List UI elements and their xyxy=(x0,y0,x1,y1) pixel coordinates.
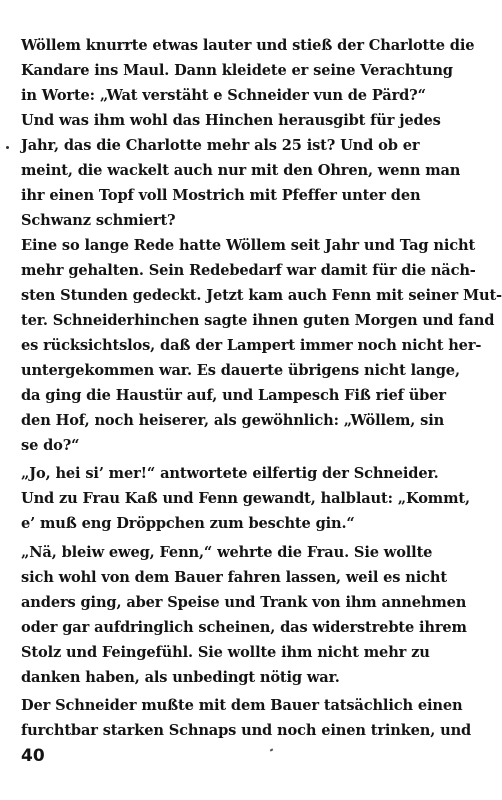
text-line: anders ging, aber Speise und Trank von ihm annehmen xyxy=(21,594,467,611)
text-line: Jahr, das die Charlotte mehr als 25 ist? Und ob er xyxy=(21,137,420,154)
text-line: „Nä, bleiw eweg, Fenn,“ wehrte die Frau. Sie wollte xyxy=(21,544,433,561)
text-line: Und zu Frau Kaß und Fenn gewandt, halblaut: „Kommt, xyxy=(21,490,470,507)
text-line: Der Schneider mußte mit dem Bauer tatsächlich einen xyxy=(21,697,463,714)
text-line: den Hof, noch heiserer, als gewöhnlich: „Wöllem, sin xyxy=(21,412,445,429)
text-line: sich wohl von dem Bauer fahren lassen, weil es nicht xyxy=(21,569,447,586)
text-line: Und was ihm wohl das Hinchen herausgibt für jedes xyxy=(21,112,441,129)
margin-mark xyxy=(6,146,9,149)
text-line: meint, die wackelt auch nur mit den Ohren, wenn man xyxy=(21,162,461,179)
text-line: ter. Schneiderhinchen sagte ihnen guten Morgen und fand xyxy=(21,312,495,329)
text-line: untergekommen war. Es dauerte übrigens nicht lange, xyxy=(21,362,460,379)
page-number: 40 xyxy=(21,746,45,766)
text-line: Eine so lange Rede hatte Wöllem seit Jahr und Tag nicht xyxy=(21,237,476,254)
text-line: ihr einen Topf voll Mostrich mit Pfeffer unter den xyxy=(21,187,421,204)
text-line: es rücksichtslos, daß der Lampert immer noch nicht her- xyxy=(21,337,482,354)
text-line: da ging die Haustür auf, und Lampesch Fiß rief über xyxy=(21,387,446,404)
text-line: mehr gehalten. Sein Redebedarf war damit für die näch- xyxy=(21,262,476,279)
text-line: Wöllem knurrte etwas lauter und stieß der Charlotte die xyxy=(21,37,475,54)
text-line: Stolz und Feingefühl. Sie wollte ihm nicht mehr zu xyxy=(21,644,430,661)
text-line: in Worte: „Wat verstäht e Schneider vun de Pärd?“ xyxy=(21,87,426,104)
text-line: Schwanz schmiert? xyxy=(21,212,176,229)
ink-speck xyxy=(270,748,274,751)
text-line: sten Stunden gedeckt. Jetzt kam auch Fenn mit seiner Mut- xyxy=(21,287,502,304)
text-line: oder gar aufdringlich scheinen, das widerstrebte ihrem xyxy=(21,619,467,636)
text-line: danken haben, als unbedingt nötig war. xyxy=(21,669,340,686)
text-line: se do?“ xyxy=(21,437,80,454)
text-line: Kandare ins Maul. Dann kleidete er seine Verachtung xyxy=(21,62,453,79)
text-line: „Jo, hei si’ mer!“ antwortete eilfertig der Schneider. xyxy=(21,465,439,482)
text-line: e’ muß eng Dröppchen zum beschte gin.“ xyxy=(21,515,355,532)
text-line: furchtbar starken Schnaps und noch einen trinken, und xyxy=(21,722,472,739)
